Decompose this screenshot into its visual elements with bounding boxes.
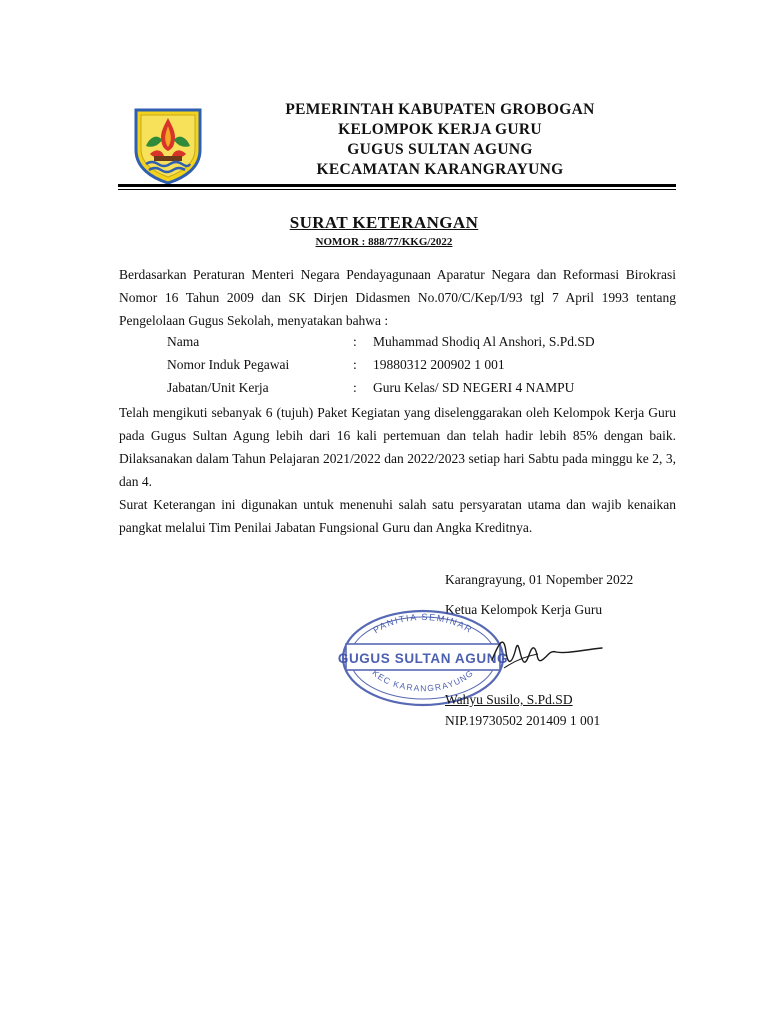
signatory-name: Wahyu Susilo, S.Pd.SD [445,692,573,707]
activity-paragraph: Telah mengikuti sebanyak 6 (tujuh) Paket Kegiatan yang diselenggarakan oleh Kelompok Kerja Guru pada Gugus Sultan Agung lebih dari 16 kali pertemuan dan telah hadir lebih 85% dengan baik. Dilaksanakan dalam Tahun Pelajaran 2021/2022 dan 2022/2023 setiap hari Sabtu pada minggu ke 2, 3, dan 4. [119,405,676,489]
field-separator: : [353,334,357,349]
letterhead-district: KECAMATAN KARANGRAYUNG [316,161,564,178]
document-number: NOMOR : 888/77/KKG/2022 [315,236,453,248]
letterhead-organization: KELOMPOK KERJA GURU [338,121,542,138]
field-separator: : [353,357,357,372]
signatory-nip: NIP.19730502 201409 1 001 [445,713,601,728]
svg-text:KEC KARANGRAYUNG: KEC KARANGRAYUNG [370,667,476,694]
field-value: 19880312 200902 1 001 [373,357,505,372]
field-value: Guru Kelas/ SD NEGERI 4 NAMPU [373,380,575,395]
letterhead-cluster: GUGUS SULTAN AGUNG [347,141,533,158]
svg-text:PANITIA SEMINAR: PANITIA SEMINAR [371,611,475,636]
letterhead [230,100,650,180]
field-label: Jabatan/Unit Kerja [167,380,269,395]
letterhead-thick-rule [118,184,676,187]
signature-role: Ketua Kelompok Kerja Guru [445,602,603,617]
document-title: SURAT KETERANGAN [289,213,479,232]
field-label: Nama [167,334,200,349]
intro-paragraph: Berdasarkan Peraturan Menteri Negara Pendayagunaan Aparatur Negara dan Reformasi Birokrasi Nomor 16 Tahun 2009 dan SK Dirjen Didasmen No.070/C/Kep/I/93 tgl 7 April 1993 tentang Pengelolaan Gugus Sekolah, menyatakan bahwa : [119,267,676,328]
handwritten-signature [486,630,606,678]
field-value: Muhammad Shodiq Al Anshori, S.Pd.SD [373,334,595,349]
signature-place-date: Karangrayung, 01 Nopember 2022 [445,572,634,587]
letterhead-thin-rule [118,189,676,190]
purpose-paragraph: Surat Keterangan ini digunakan untuk menenuhi salah satu persyaratan utama dan wajib kenaikan pangkat melalui Tim Penilai Jabatan Fungsional Guru dan Angka Kreditnya. [119,497,676,535]
coat-of-arms-logo [132,106,204,184]
letterhead-government: PEMERINTAH KABUPATEN GROBOGAN [285,101,595,118]
field-separator: : [353,380,357,395]
svg-text:GUGUS SULTAN AGUNG: GUGUS SULTAN AGUNG [338,651,508,666]
field-label: Nomor Induk Pegawai [167,357,290,372]
